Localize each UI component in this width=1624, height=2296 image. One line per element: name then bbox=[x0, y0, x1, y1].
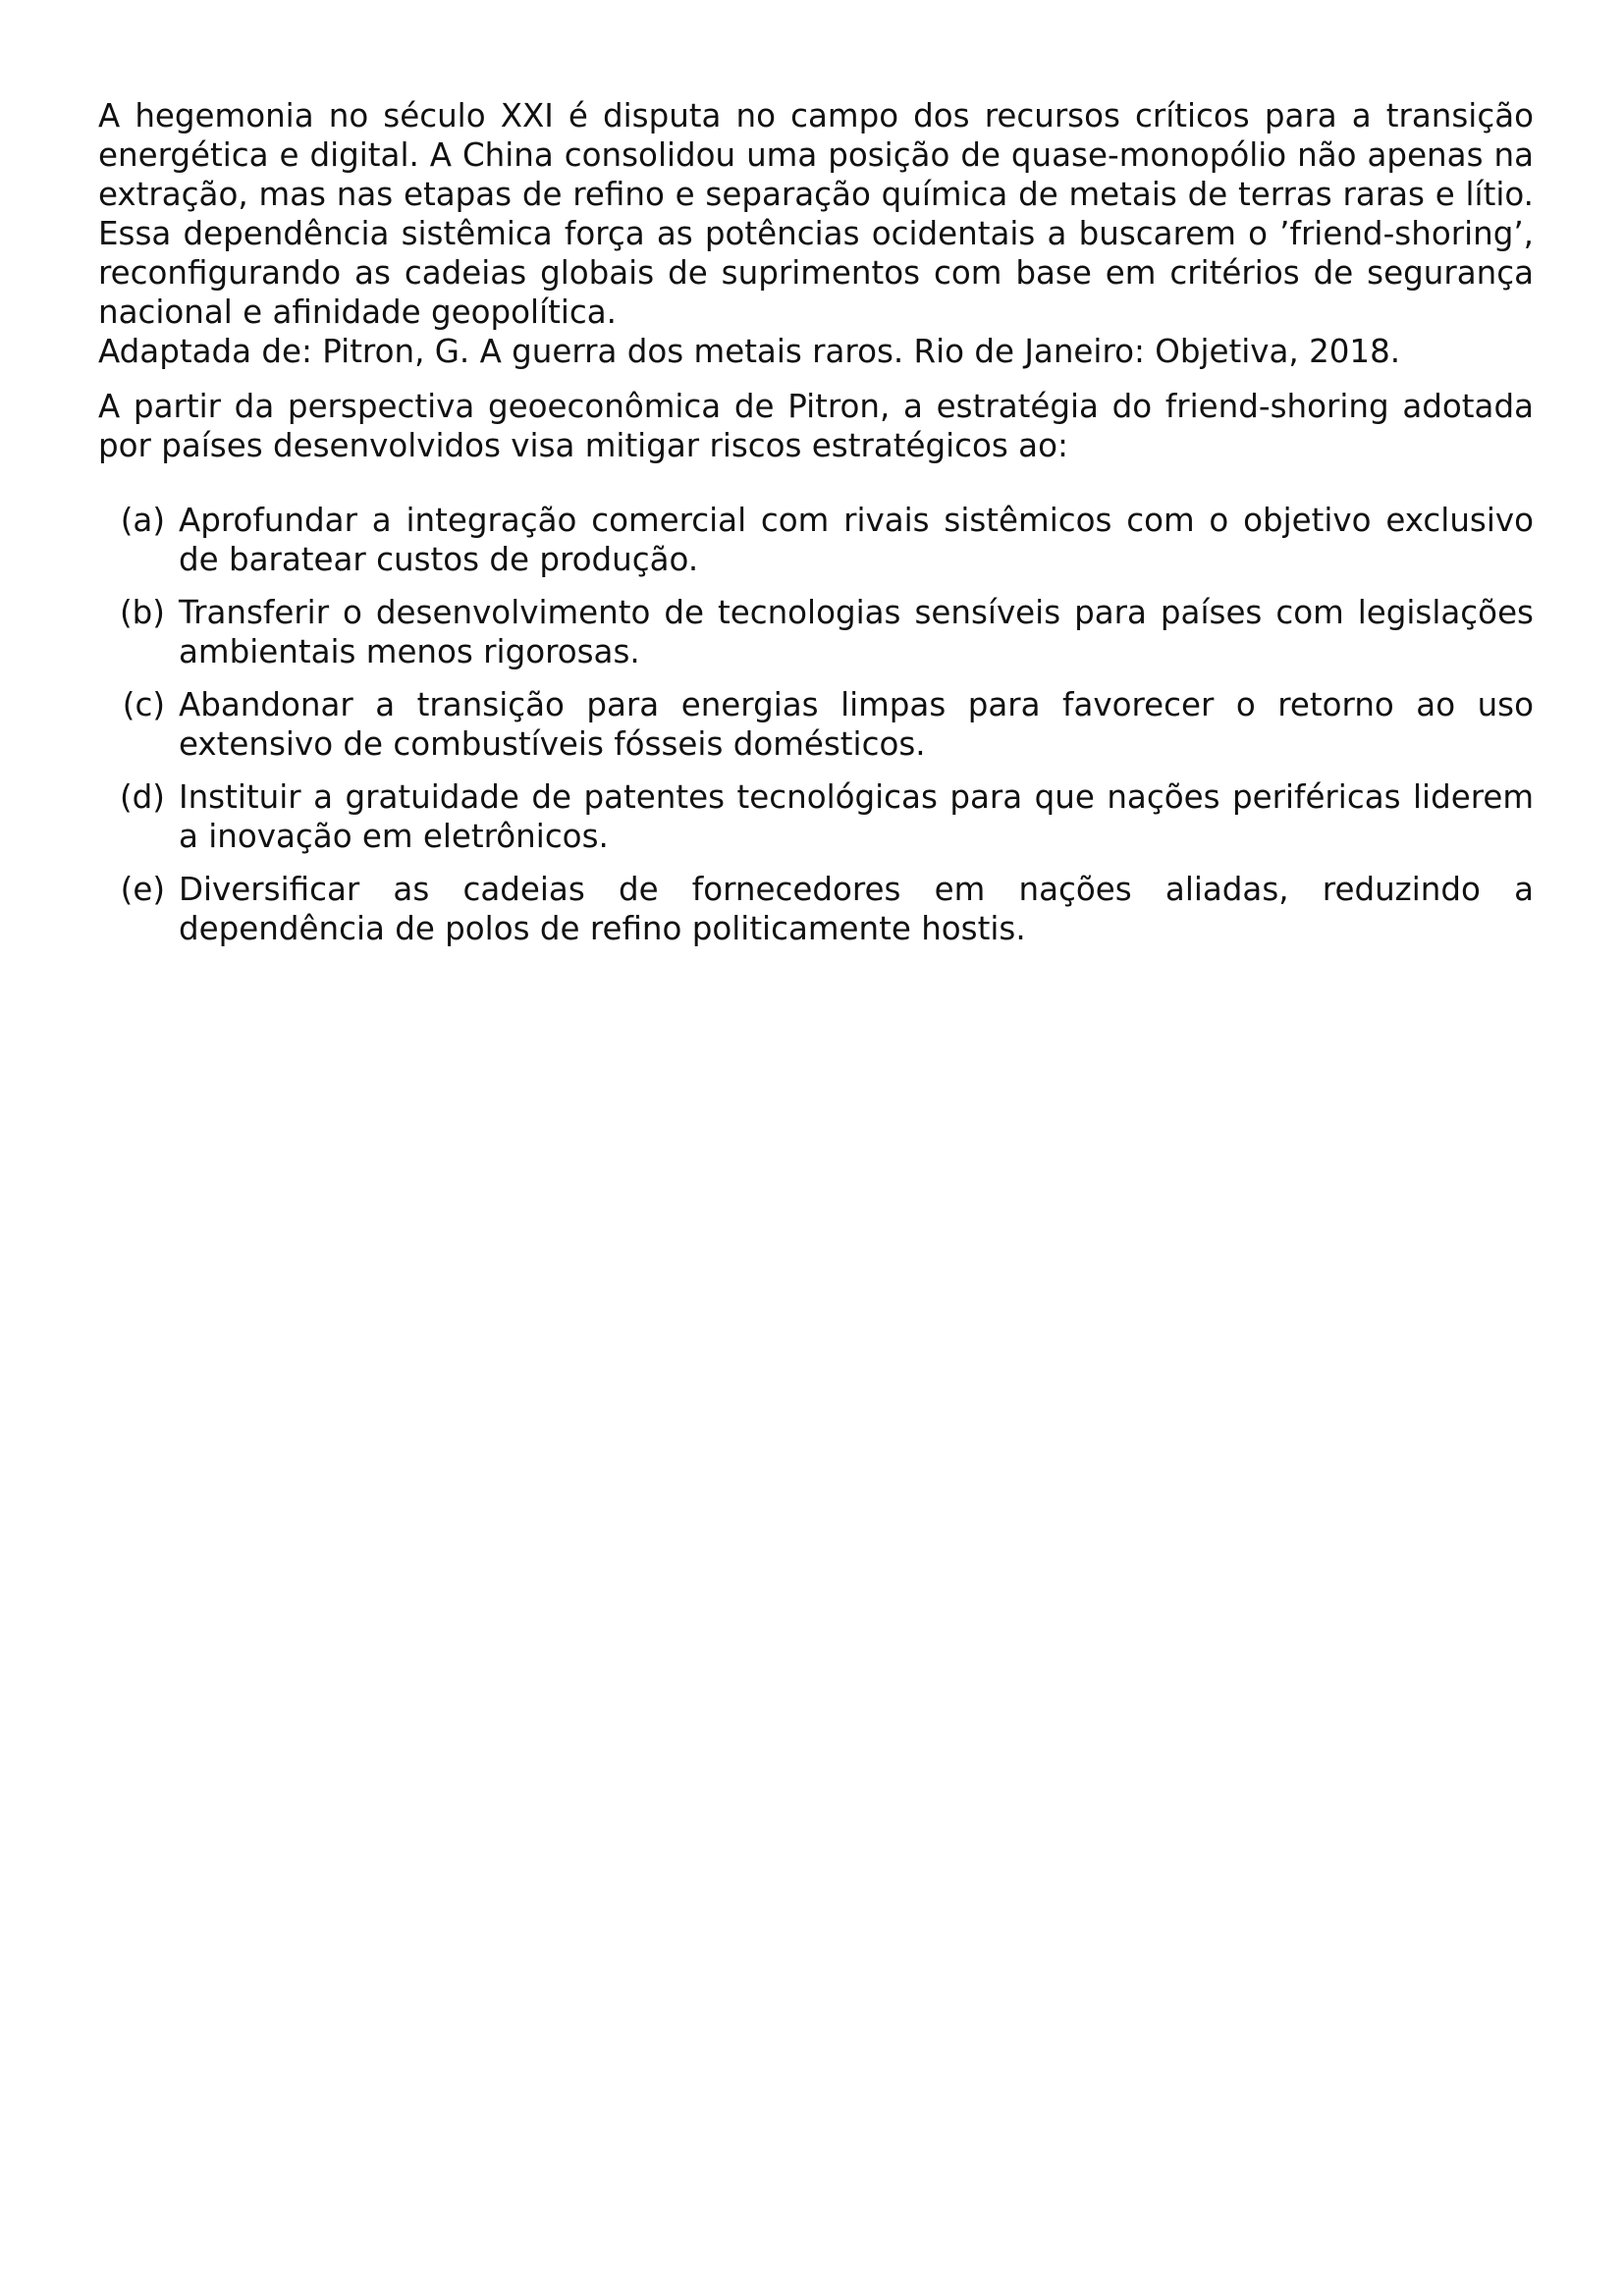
option-text: Abandonar a transição para energias limpas para favorecer o retorno ao uso extensivo de combustíveis fósseis domésticos. bbox=[179, 686, 1534, 763]
option-b bbox=[98, 593, 1534, 671]
option-a bbox=[98, 501, 1534, 579]
passage-source: Adaptada de: Pitron, G. A guerra dos metais raros. Rio de Janeiro: Objetiva, 2018. bbox=[98, 333, 1401, 370]
question-stem: A partir da perspectiva geoeconômica de Pitron, a estratégia do friend-shoring adotada por países desenvolvidos visa mitigar riscos estratégicos ao: bbox=[98, 388, 1534, 464]
option-e bbox=[98, 870, 1534, 948]
option-text: Transferir o desenvolvimento de tecnologias sensíveis para países com legislações ambientais menos rigorosas. bbox=[179, 594, 1534, 670]
option-label: (c) bbox=[122, 686, 165, 723]
option-label: (a) bbox=[120, 502, 165, 539]
option-d bbox=[98, 777, 1534, 856]
option-text: Diversificar as cadeias de fornecedores em nações aliadas, reduzindo a dependência de polos de refino politicamente hostis. bbox=[179, 871, 1534, 947]
option-text: Instituir a gratuidade de patentes tecnológicas para que nações periféricas liderem a inovação em eletrônicos. bbox=[179, 778, 1534, 855]
document-page bbox=[98, 96, 1534, 962]
option-label: (d) bbox=[120, 778, 165, 816]
answer-options bbox=[98, 501, 1534, 948]
option-label: (b) bbox=[120, 594, 165, 631]
option-c bbox=[98, 685, 1534, 764]
option-text: Aprofundar a integração comercial com rivais sistêmicos com o objetivo exclusivo de baratear custos de produção. bbox=[179, 502, 1534, 578]
passage-text: A hegemonia no século XXI é disputa no campo dos recursos críticos para a transição energética e digital. A China consolidou uma posição de quase-monopólio não apenas na extração, mas nas etapas de refino e separação química de metais de terras raras e lítio. Essa dependência sistêmica força as potências ocidentais a buscarem o ’friend-shoring’, reconfigurando as cadeias globais de suprimentos com base em critérios de segurança nacional e afinidade geopolítica. bbox=[98, 97, 1534, 331]
option-label: (e) bbox=[120, 871, 165, 908]
